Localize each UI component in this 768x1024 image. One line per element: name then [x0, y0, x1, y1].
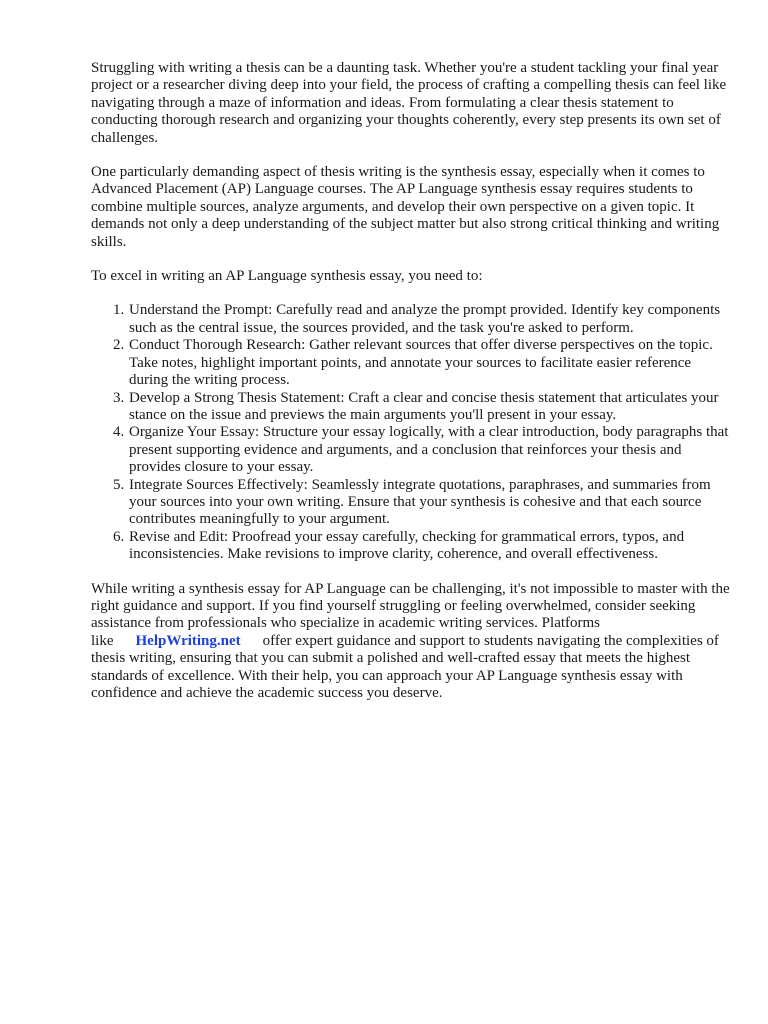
closing-text-before: While writing a synthesis essay for AP Language can be challenging, it's not impossible to master with the right guidance and support. If you find yourself struggling or feeling overwhelmed, consider seeking assistance from professionals who specialize in academic writing services. Platforms like — [91, 580, 730, 649]
list-item: 3. Develop a Strong Thesis Statement: Craft a clear and concise thesis statement that articulates your stance on the issue and previews the main arguments you'll present in your essay. — [128, 390, 731, 425]
closing-text-after: offer expert guidance and support to students navigating the complexities of thesis writing, ensuring that you can submit a polished and well-crafted essay that meets the highest standards of excellence. With their help, you can approach your AP Language synthesis essay with confidence and achieve the academic success you deserve. — [91, 632, 719, 701]
list-item: 1. Understand the Prompt: Carefully read and analyze the prompt provided. Identify key components such as the central issue, the sources provided, and the task you're asked to perform. — [128, 302, 731, 337]
intro-paragraph: Struggling with writing a thesis can be a daunting task. Whether you're a student tackling your final year project or a researcher diving deep into your field, the process of crafting a compelling thesis can feel like navigating through a maze of information and ideas. From formulating a clear thesis statement to conducting thorough research and organizing your thoughts coherently, every step presents its own set of challenges. — [91, 60, 727, 146]
helpwriting-link[interactable]: HelpWriting.net — [135, 632, 241, 649]
list-item: 5. Integrate Sources Effectively: Seamlessly integrate quotations, paraphrases, and summaries from your sources into your own writing. Ensure that your synthesis is cohesive and that each source contributes meaningfully to your argument. — [128, 477, 731, 529]
steps-list — [91, 302, 731, 563]
list-item: 2. Conduct Thorough Research: Gather relevant sources that offer diverse perspectives on the topic. Take notes, highlight important points, and annotate your sources to facilitate easier reference during the writing process. — [128, 337, 731, 389]
list-item: 4. Organize Your Essay: Structure your essay logically, with a clear introduction, body paragraphs that present supporting evidence and arguments, and a conclusion that reinforces your thesis and provides closure to your essay. — [128, 424, 731, 476]
document-page — [91, 60, 731, 719]
list-item: 6. Revise and Edit: Proofread your essay carefully, checking for grammatical errors, typos, and inconsistencies. Make revisions to improve clarity, coherence, and overall effectiveness. — [128, 529, 731, 564]
synthesis-paragraph: One particularly demanding aspect of thesis writing is the synthesis essay, especially when it comes to Advanced Placement (AP) Language courses. The AP Language synthesis essay requires students to combine multiple sources, analyze arguments, and develop their own perspective on a given topic. It demands not only a deep understanding of the subject matter but also strong critical thinking and writing skills. — [91, 164, 720, 250]
list-intro-paragraph: To excel in writing an AP Language synthesis essay, you need to: — [91, 268, 483, 285]
closing-paragraph — [91, 581, 731, 703]
